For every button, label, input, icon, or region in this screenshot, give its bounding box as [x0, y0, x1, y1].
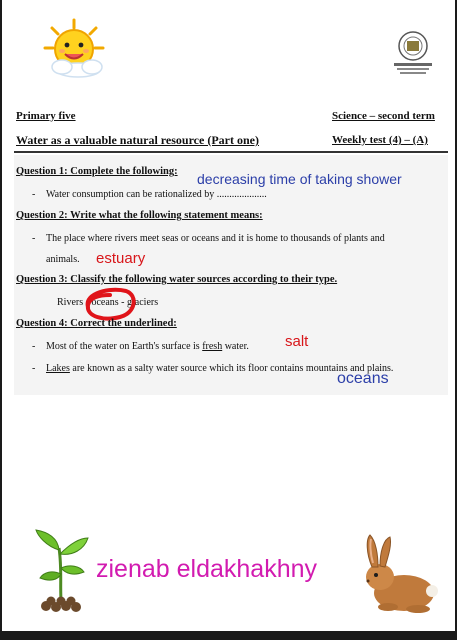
answer-4b: oceans	[337, 370, 389, 387]
question-4-sentence-1: Most of the water on Earth's surface is fresh water.	[46, 341, 249, 352]
separator: -	[85, 297, 89, 308]
question-2-line-1: The place where rivers meet seas or oceans and it is home to thousands of plants and	[46, 233, 385, 244]
source-glaciers: glaciers	[127, 297, 159, 308]
author-signature: zienab eldakhakhny	[96, 555, 317, 583]
test-label: Weekly test (4) – (A)	[332, 134, 428, 146]
answer-2: estuary	[96, 250, 146, 267]
question-1-text: Water consumption can be rationalized by ....................	[46, 189, 267, 200]
grade-label: Primary five	[16, 110, 76, 122]
rabbit-icon	[358, 533, 444, 615]
answer-4a: salt	[285, 333, 309, 350]
bullet: -	[32, 189, 36, 200]
lesson-title: Water as a valuable natural resource (Part one)	[16, 133, 259, 147]
subject-label: Science – second term	[332, 110, 435, 122]
header-divider	[14, 151, 448, 153]
sun-icon	[42, 18, 110, 80]
underlined-word: Lakes	[46, 363, 70, 374]
bullet: -	[32, 233, 36, 244]
source-oceans: oceans	[91, 297, 119, 308]
ministry-logo-icon	[390, 30, 436, 78]
bullet: -	[32, 363, 36, 374]
question-2-line-2: animals.	[46, 254, 80, 265]
question-3-title: Question 3: Classify the following water sources according to their type.	[16, 274, 338, 285]
answer-1: decreasing time of taking shower	[197, 171, 402, 187]
underlined-word: fresh	[202, 341, 223, 352]
worksheet-page	[2, 0, 455, 631]
question-4-title: Question 4: Correct the underlined:	[16, 318, 177, 329]
source-rivers: Rivers	[57, 297, 84, 308]
question-2-title: Question 2: Write what the following statement means:	[16, 210, 263, 221]
question-4-sentence-2: Lakes are known as a salty water source which its floor contains mountains and plains.	[46, 363, 394, 374]
question-1-title: Question 1: Complete the following:	[16, 166, 178, 177]
bullet: -	[32, 341, 36, 352]
separator: -	[121, 297, 125, 308]
plant-icon	[32, 528, 90, 616]
